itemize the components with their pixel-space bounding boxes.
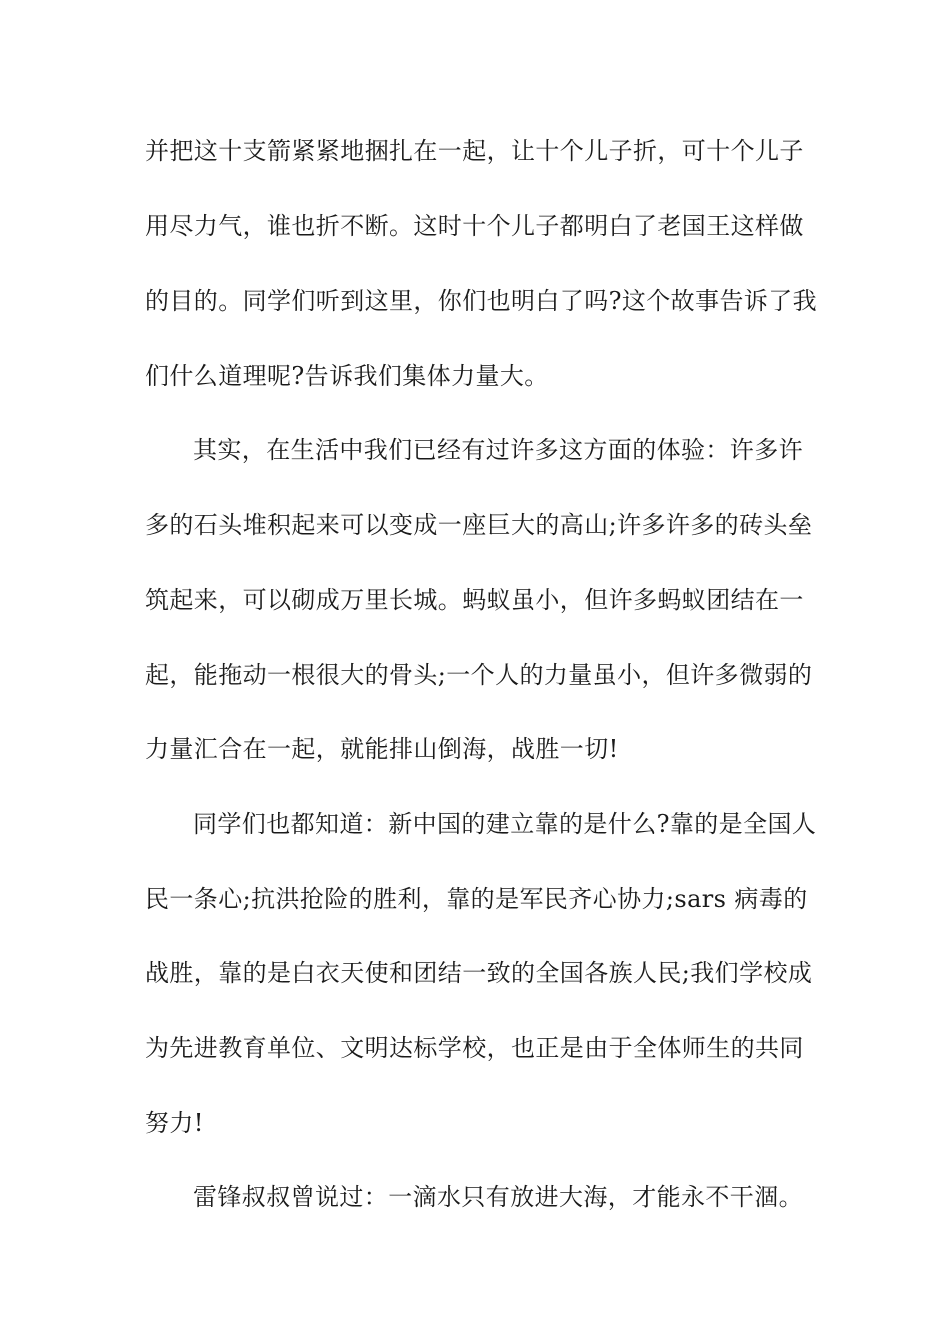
text-line: 并把这十支箭紧紧地捆扎在一起，让十个儿子折，可十个儿子 (145, 137, 804, 165)
text-line: 民一条心;抗洪抢险的胜利，靠的是军民齐心协力;sars 病毒的 (145, 885, 808, 913)
paragraph-first-line: 其实，在生活中我们已经有过许多这方面的体验：许多许 (193, 436, 803, 464)
text-line: 力量汇合在一起，就能排山倒海，战胜一切! (145, 735, 619, 763)
paragraph-first-line: 雷锋叔叔曾说过：一滴水只有放进大海，才能永不干涸。 (193, 1183, 803, 1211)
text-line: 起，能拖动一根很大的骨头;一个人的力量虽小，但许多微弱的 (145, 661, 813, 689)
text-line: 筑起来，可以砌成万里长城。蚂蚁虽小，但许多蚂蚁团结在一 (145, 586, 804, 614)
text-line: 为先进教育单位、文明达标学校，也正是由于全体师生的共同 (145, 1034, 804, 1062)
text-line: 用尽力气，谁也折不断。这时十个儿子都明白了老国王这样做 (145, 212, 804, 240)
text-line: 努力! (145, 1109, 204, 1137)
text-line: 们什么道理呢?告诉我们集体力量大。 (145, 362, 549, 390)
paragraph-first-line: 同学们也都知道：新中国的建立靠的是什么?靠的是全国人 (193, 810, 817, 838)
text-line: 战胜，靠的是白衣天使和团结一致的全国各族人民;我们学校成 (145, 959, 813, 987)
text-line: 的目的。同学们听到这里，你们也明白了吗?这个故事告诉了我 (145, 287, 818, 315)
text-line: 多的石头堆积起来可以变成一座巨大的高山;许多许多的砖头垒 (145, 511, 813, 539)
